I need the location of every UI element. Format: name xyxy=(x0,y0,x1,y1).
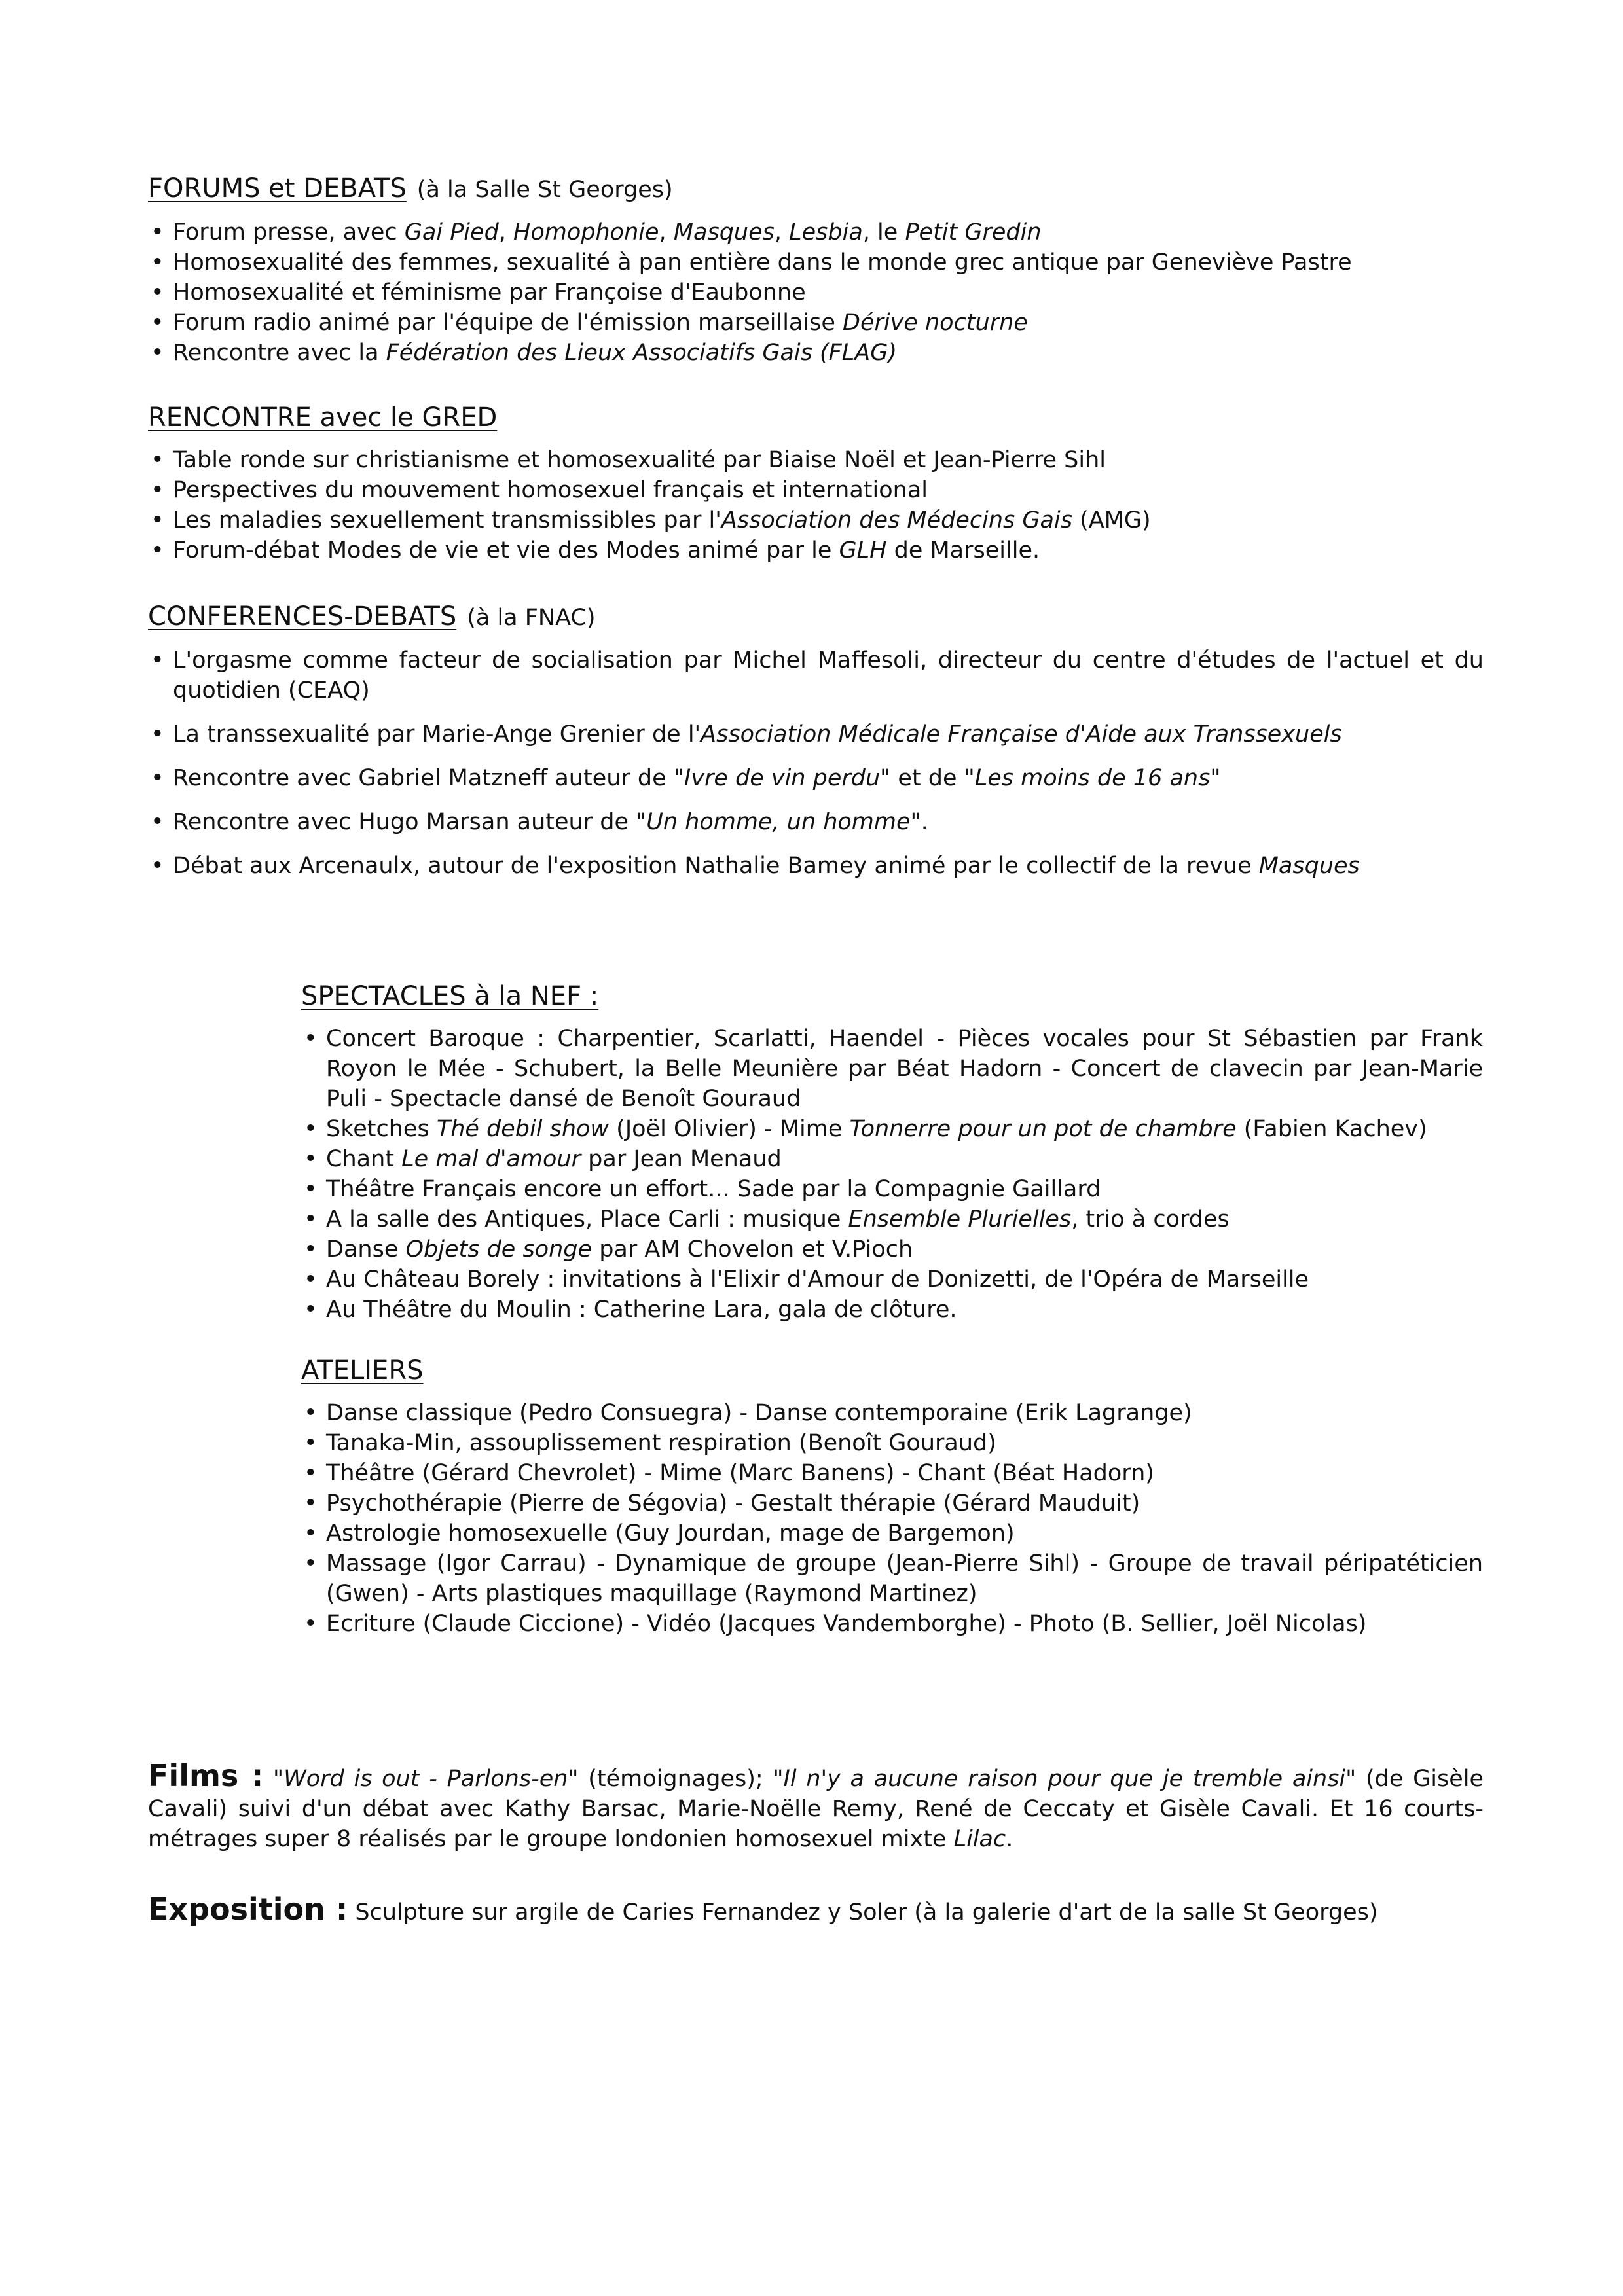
item-list xyxy=(301,1398,1483,1639)
text-run: (Fabien Kachev) xyxy=(1236,1116,1427,1142)
text-run: Forum presse, avec xyxy=(173,219,405,245)
text-run: Au Théâtre du Moulin : Catherine Lara, gala de clôture. xyxy=(326,1297,957,1323)
text-run: ". xyxy=(910,809,928,835)
text-run: Rencontre avec la xyxy=(173,340,386,366)
text-run: Rencontre avec Hugo Marsan auteur de " xyxy=(173,809,647,835)
list-item xyxy=(148,445,1484,475)
section-conferences xyxy=(148,598,1484,895)
section-location-note: (à la Salle St Georges) xyxy=(416,177,673,203)
list-item xyxy=(301,1024,1483,1114)
text-run: A la salle des Antiques, Place Carli : musique xyxy=(326,1206,848,1232)
text-run: Massage (Igor Carrau) - Dynamique de groupe (Jean-Pierre Sihl) - Groupe de travail péripatéticien (Gwen) - Arts plastiques maquillage (Raymond Martinez) xyxy=(326,1551,1483,1607)
text-run: Les maladies sexuellement transmissibles par l' xyxy=(173,507,721,533)
section-gred xyxy=(148,399,1484,565)
text-run: (AMG) xyxy=(1072,507,1151,533)
films-paragraph xyxy=(148,1758,1484,1854)
text-run: Débat aux Arcenaulx, autour de l'exposition Nathalie Bamey animé par le collectif de la revue xyxy=(173,853,1259,879)
text-run: Rencontre avec Gabriel Matzneff auteur de " xyxy=(173,765,684,791)
section-heading xyxy=(301,1352,1483,1389)
text-run: Sketches xyxy=(326,1116,437,1142)
section-title: ATELIERS xyxy=(301,1355,424,1386)
text-run: Homosexualité des femmes, sexualité à pan entière dans le monde grec antique par Geneviève Pastre xyxy=(173,249,1352,276)
list-item xyxy=(301,1549,1483,1609)
text-run: par Jean Menaud xyxy=(581,1146,782,1172)
list-item xyxy=(301,1114,1483,1144)
italic-text: Lilac xyxy=(953,1826,1006,1852)
list-item xyxy=(148,763,1484,793)
text-run: Table ronde sur christianisme et homosexualité par Biaise Noël et Jean-Pierre Sihl xyxy=(173,447,1106,473)
list-item xyxy=(148,308,1484,338)
text-run: Perspectives du mouvement homosexuel français et international xyxy=(173,477,928,503)
films-label: Films : xyxy=(148,1758,264,1793)
list-item xyxy=(148,807,1484,837)
italic-text: GLH xyxy=(839,537,887,564)
list-item xyxy=(148,247,1484,278)
text-run: Tanaka-Min, assouplissement respiration (Benoît Gouraud) xyxy=(326,1430,996,1456)
italic-text: Association Médicale Française d'Aide aux Transsexuels xyxy=(701,721,1342,747)
section-title: FORUMS et DEBATS xyxy=(148,173,407,204)
italic-text: Objets de songe xyxy=(405,1236,593,1263)
text-run: (Joël Olivier) - Mime xyxy=(609,1116,850,1142)
italic-text: Ivre de vin perdu xyxy=(684,765,881,791)
list-item xyxy=(148,475,1484,505)
italic-text: Homophonie xyxy=(513,219,659,245)
list-item xyxy=(301,1204,1483,1234)
films-text xyxy=(148,1766,1484,1852)
italic-text: Un homme, un homme xyxy=(646,809,911,835)
text-run: Forum-débat Modes de vie et vie des Modes animé par le xyxy=(173,537,839,564)
text-run: Danse xyxy=(326,1236,406,1263)
text-run: , trio à cordes xyxy=(1071,1206,1230,1232)
text-run: , le xyxy=(862,219,905,245)
italic-text: Masques xyxy=(1258,853,1360,879)
italic-text: Ensemble Plurielles xyxy=(848,1206,1072,1232)
list-item xyxy=(148,719,1484,749)
text-run: Danse classique (Pedro Consuegra) - Danse contemporaine (Erik Lagrange) xyxy=(326,1400,1192,1426)
section-exposition xyxy=(148,1894,1484,1928)
italic-text: Association des Médecins Gais xyxy=(721,507,1072,533)
text-run: " xyxy=(1210,765,1221,791)
item-list xyxy=(301,1024,1483,1325)
text-run: Ecriture (Claude Ciccione) - Vidéo (Jacques Vandemborghe) - Photo (B. Sellier, Joël Nicolas) xyxy=(326,1611,1367,1637)
italic-text: Le mal d'amour xyxy=(401,1146,581,1172)
item-list xyxy=(148,217,1484,368)
list-item xyxy=(148,278,1484,308)
section-heading xyxy=(148,598,1484,636)
section-heading xyxy=(301,978,1483,1014)
section-title: RENCONTRE avec le GRED xyxy=(148,403,498,433)
text-run: Théâtre (Gérard Chevrolet) - Mime (Marc Banens) - Chant (Béat Hadorn) xyxy=(326,1460,1154,1486)
text-run: Au Château Borely : invitations à l'Elixir d'Amour de Donizetti, de l'Opéra de Marseille xyxy=(326,1266,1309,1293)
list-item xyxy=(301,1428,1483,1458)
text-run: Sculpture sur argile de Caries Fernandez y Soler (à la galerie d'art de la salle St Georges) xyxy=(348,1899,1378,1926)
text-run: " xyxy=(263,1766,284,1792)
text-run: . xyxy=(1006,1826,1013,1852)
italic-text: Il n'y a aucune raison pour que je tremble ainsi xyxy=(783,1766,1346,1792)
italic-text: Petit Gredin xyxy=(905,219,1042,245)
list-item xyxy=(301,1295,1483,1325)
exposition-label: Exposition : xyxy=(148,1892,348,1927)
text-run: Théâtre Français encore un effort... Sade par la Compagnie Gaillard xyxy=(326,1176,1101,1202)
text-run: de Marseille. xyxy=(886,537,1040,564)
italic-text: Thé debil show xyxy=(436,1116,610,1142)
list-item xyxy=(148,645,1484,706)
list-item xyxy=(301,1265,1483,1295)
section-films xyxy=(148,1758,1484,1854)
list-item xyxy=(301,1144,1483,1174)
exposition-text xyxy=(348,1899,1377,1926)
list-item xyxy=(148,338,1484,368)
section-location-note: (à la FNAC) xyxy=(467,605,596,631)
text-run: , xyxy=(659,219,674,245)
text-run: Homosexualité et féminisme par Françoise d'Eaubonne xyxy=(173,279,806,306)
text-run: Astrologie homosexuelle (Guy Jourdan, mage de Bargemon) xyxy=(326,1520,1015,1547)
list-item xyxy=(301,1488,1483,1518)
italic-text: Gai Pied xyxy=(404,219,499,245)
section-heading xyxy=(148,399,1484,436)
section-heading xyxy=(148,170,1484,208)
text-run: Chant xyxy=(326,1146,402,1172)
italic-text: Tonnerre pour un pot de chambre xyxy=(849,1116,1237,1142)
item-list xyxy=(148,645,1484,881)
list-item xyxy=(148,505,1484,535)
list-item xyxy=(301,1234,1483,1265)
section-title: CONFERENCES-DEBATS xyxy=(148,601,457,632)
text-run: , xyxy=(498,219,514,245)
text-run: , xyxy=(774,219,790,245)
italic-text: Lesbia xyxy=(789,219,863,245)
italic-text: Word is out - Parlons-en xyxy=(283,1766,568,1792)
section-ateliers xyxy=(301,1352,1483,1639)
list-item xyxy=(148,535,1484,565)
section-forums xyxy=(148,170,1484,368)
exposition-paragraph xyxy=(148,1894,1484,1928)
text-run: La transsexualité par Marie-Ange Grenier de l' xyxy=(173,721,701,747)
text-run: Psychothérapie (Pierre de Ségovia) - Gestalt thérapie (Gérard Mauduit) xyxy=(326,1490,1140,1516)
text-run: " (de Gisèle Cavali) suivi d'un débat avec Kathy Barsac, Marie-Noëlle Remy, René de Ceccaty et Gisèle Cavali. Et 16 courts-métrages super 8 réalisés par le groupe londonien homosexuel mixte xyxy=(148,1766,1484,1852)
list-item xyxy=(301,1174,1483,1204)
text-run: " (témoignages); " xyxy=(568,1766,784,1792)
item-list xyxy=(148,445,1484,565)
list-item xyxy=(301,1609,1483,1639)
text-run: " et de " xyxy=(880,765,975,791)
text-run: Forum radio animé par l'équipe de l'émission marseillaise xyxy=(173,310,843,336)
italic-text: Les moins de 16 ans xyxy=(974,765,1211,791)
list-item xyxy=(301,1518,1483,1549)
list-item xyxy=(301,1398,1483,1428)
list-item xyxy=(148,217,1484,247)
text-run: L'orgasme comme facteur de socialisation par Michel Maffesoli, directeur du centre d'études de l'actuel et du quotidien (CEAQ) xyxy=(173,647,1484,704)
text-run: par AM Chovelon et V.Pioch xyxy=(592,1236,913,1263)
list-item xyxy=(301,1458,1483,1488)
text-run: Concert Baroque : Charpentier, Scarlatti, Haendel - Pièces vocales pour St Sébastien par Frank Royon le Mée - Schubert, la Belle Meunière par Béat Hadorn - Concert de clavecin par Jean-Marie Puli - Spectacle dansé de Benoît Gouraud xyxy=(326,1026,1483,1112)
section-spectacles xyxy=(301,978,1483,1325)
italic-text: Fédération des Lieux Associatifs Gais (FLAG) xyxy=(386,340,898,366)
italic-text: Masques xyxy=(673,219,775,245)
section-title: SPECTACLES à la NEF : xyxy=(301,981,599,1011)
list-item xyxy=(148,851,1484,881)
italic-text: Dérive nocturne xyxy=(843,310,1028,336)
